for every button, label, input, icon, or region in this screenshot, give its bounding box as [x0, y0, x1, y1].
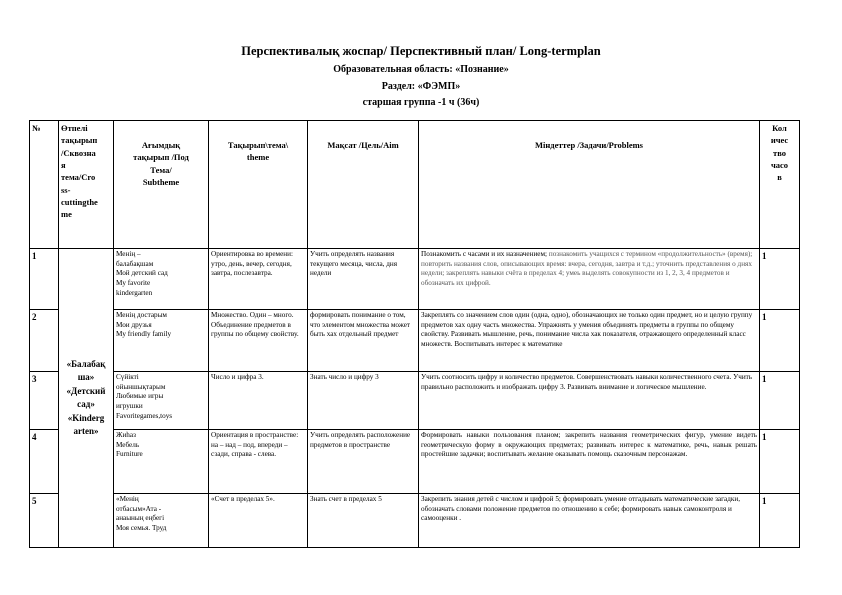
table-row [30, 310, 800, 372]
aim-cell: Учить определять названия текущего месяца, числа, дня недели [308, 249, 419, 310]
col-header-number: № [30, 121, 59, 249]
quantity-cell: 1 [760, 310, 800, 372]
subtheme-cell: Менің – балабақшам Мой детский сад My favorite kindergarten [114, 249, 209, 310]
educational-area: Образовательная область: «Познание» [333, 64, 509, 75]
problems-cell: Познакомить с часами и их назначением; познакомить учащихся с термином «продолжительность» (время); повторить названия слов, описывающих время: вчера, сегодня, завтра и т.д.; уточнить представления о днях недели; закреплять навыки счёта в пределах 4; умеь выделять совокупности из 1, 2, 3, 4 предметов и обозначать их цифрой. [419, 249, 760, 310]
subtheme-cell: «Менің отбасым»Ата - анаының еңбегі Моя семья. Труд [114, 494, 209, 548]
col-header-quantity: Кол ичес тво часо в [760, 121, 800, 249]
col-header-aim: Мақсат /Цель/Aim [308, 121, 419, 249]
col-header-theme: Өтпелі тақырып /Сквозна я тема/Cro ss- cuttingthe me [59, 121, 114, 249]
row-number: 5 [30, 494, 59, 548]
topic-cell: Множество. Один – много. Объединение предметов в группы по общему свойству. [209, 310, 308, 372]
subtheme-cell: Жиһаз Мебель Furniture [114, 430, 209, 494]
group-heading: старшая группа -1 ч (36ч) [362, 97, 480, 108]
subtheme-cell: Сүйікті ойыншықтарым Любимые игры игрушки Favoritegames,toys [114, 372, 209, 430]
problems-cell: Учить соотносить цифру и количество предметов. Совершенствовать навыки количественного счета. Учить правильно расположить и изображать цифру 3. Развивать внимание и логическое мышление. [419, 372, 760, 430]
aim-cell: Учить определять расположение предметов в пространстве [308, 430, 419, 494]
col-header-topic: Тақырып\тема\ theme [209, 121, 308, 249]
topic-cell: «Счет в пределах 5». [209, 494, 308, 548]
row-number: 1 [30, 249, 59, 310]
subtheme-cell: Менің достарым Мои друзья My friendly family [114, 310, 209, 372]
table-row [30, 249, 800, 310]
table-row [30, 430, 800, 494]
problems-cell: Формировать навыки пользования планом; закрепить названия геометрических фигур, умение видеть геометрическую форму в окружающих предметах; развивать интерес к математике, речь, навык решать простейшие задачки; воспитывать желание оказывать помощь сказочным персонажам. [419, 430, 760, 494]
section-heading: Раздел: «ФЭМП» [381, 81, 461, 92]
long-term-plan-table [29, 120, 800, 548]
quantity-cell: 1 [760, 430, 800, 494]
page-title: Перспективалық жоспар/ Перспективный план/ Long-termplan [241, 44, 601, 58]
problems-cell: Закрепить знания детей с числом и цифрой 5; формировать умение отгадывать математические загадки, обозначать словами положение предметов по отношению к себе; формировать навык самоконтроля и самооценки . [419, 494, 760, 548]
row-number: 2 [30, 310, 59, 372]
col-header-subtheme: Ағымдық тақырып /Под Тема/ Subtheme [114, 121, 209, 249]
col-header-problems: Міндеттер /Задачи/Problems [419, 121, 760, 249]
topic-cell: Ориентировка во времени: утро, день, вечер, сегодня, завтра, послезавтра. [209, 249, 308, 310]
table-row [30, 494, 800, 548]
table-row [30, 372, 800, 430]
topic-cell: Число и цифра 3. [209, 372, 308, 430]
problems-cell: Закреплять со значением слов один (одна, одно), обозначающих не только один предмет, но и целую группу предметов хах одну часть множества. Упражнять у умения объединять предметы в группы по общему свойству. Развивать мышление, речь, понимание числа хак показателя, отражающего определенный класс множеств. Воспитывать интерес к математике [419, 310, 760, 372]
quantity-cell: 1 [760, 249, 800, 310]
aim-cell: формировать понимание о том, что элементом множества может быть хах отдельный предмет [308, 310, 419, 372]
quantity-cell: 1 [760, 372, 800, 430]
row-number: 4 [30, 430, 59, 494]
quantity-cell: 1 [760, 494, 800, 548]
aim-cell: Знать число и цифру 3 [308, 372, 419, 430]
cross-cutting-theme-cell: «Балабақ ша» «Детский сад» «Kinderg arten» [59, 249, 114, 548]
topic-cell: Ориентация в пространстве: на – над – под, впереди – сзади, справа - слева. [209, 430, 308, 494]
row-number: 3 [30, 372, 59, 430]
aim-cell: Знать счет в пределах 5 [308, 494, 419, 548]
table-header-row [30, 121, 800, 249]
